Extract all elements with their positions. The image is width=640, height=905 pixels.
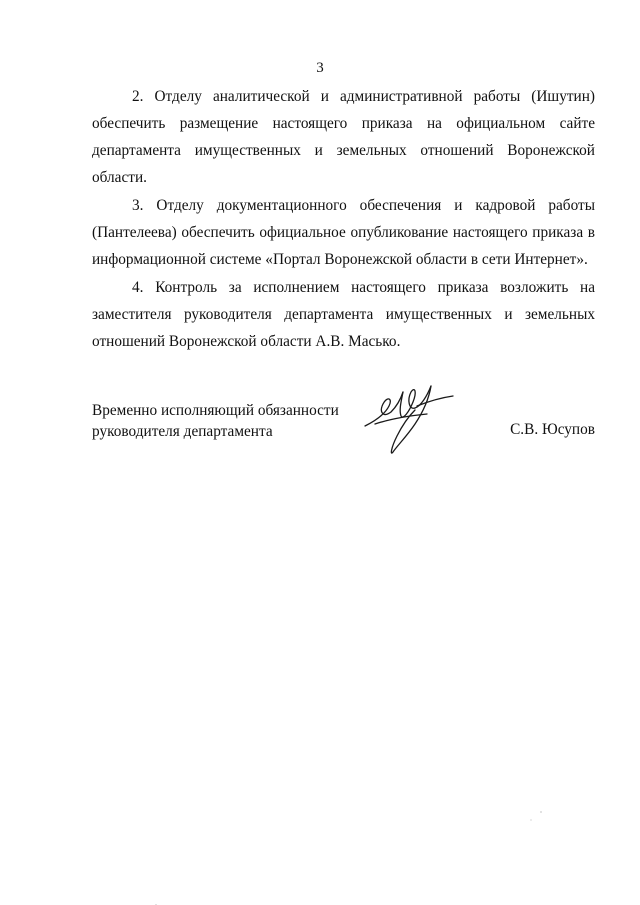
paragraph-item-3: 3. Отделу документационного обеспечения и кадровой работы (Пантелеева) обеспечить официальное опубликование настоящего приказа в информационной системе «Портал Воронежской области в сети Интернет». [92, 197, 595, 268]
paragraph-item-4: 4. Контроль за исполнением настоящего приказа возложить на заместителя руководителя департамента имущественных и земельных отношений Воронежской области А.В. Масько. [92, 279, 595, 350]
signer-name: С.В. Юсупов [510, 421, 595, 438]
signer-position-line-2: руководителя департамента [92, 423, 273, 440]
signer-position [92, 400, 352, 442]
page-number: 3 [316, 60, 324, 76]
signer-position-line-1: Временно исполняющий обязанности [92, 402, 339, 419]
document-body [92, 83, 595, 355]
signature-block [92, 398, 595, 478]
handwritten-signature-icon [357, 376, 467, 466]
paragraph-item-2: 2. Отделу аналитической и административной работы (Ишутин) обеспечить размещение настоящего приказа на официальном сайте департамента имущественных и земельных отношений Воронежской области. [92, 88, 595, 186]
